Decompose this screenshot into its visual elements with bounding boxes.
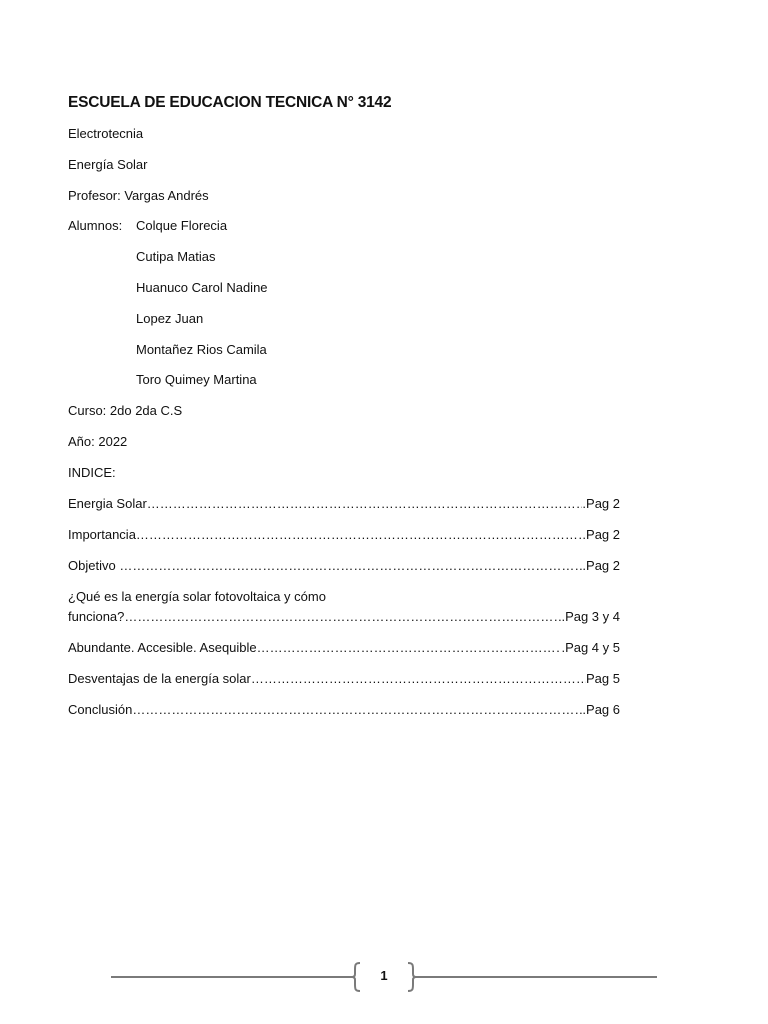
footer-rule-left [111,976,352,978]
teacher-line: Profesor: Vargas Andrés [68,187,209,203]
toc-entry [68,589,620,625]
student-name: Cutipa Matias [136,249,216,265]
footer-rule-right [416,976,657,978]
toc-entry-page: .Pag 2 [582,495,620,511]
toc-entry-label: Abundante. Accesible. Asequible [68,639,257,655]
toc-entry-page: .Pag 2 [582,557,620,573]
page-title: ESCUELA DE EDUCACION TECNICA N° 3142 [68,94,392,111]
toc-entry-page: .Pag 4 y 5 [561,639,620,655]
toc-entry [68,671,620,687]
year-line: Año: 2022 [68,433,128,449]
toc-leader-dots [119,558,582,574]
toc-entry [68,558,620,574]
toc-entry-label: funciona? [68,608,125,624]
students-label: Alumnos: [68,218,123,234]
toc-entry-label: Importancia [68,526,136,542]
toc-leader-dots [251,671,586,687]
toc-entry-page: .Pag 3 y 4 [561,608,620,624]
student-name: Toro Quimey Martina [136,372,257,388]
toc-entry-second-line [68,609,620,625]
left-brace-icon [350,962,362,992]
cover-content [68,94,628,733]
toc-leader-dots [147,496,583,512]
toc-entry [68,527,620,543]
students-list [136,218,268,403]
subject-line: Electrotecnia [68,126,144,141]
toc-entry-label: ¿Qué es la energía solar fotovoltaica y cómo [68,588,326,604]
course-line: Curso: 2do 2da C.S [68,403,183,419]
toc-leader-dots [257,640,562,656]
toc-entry-label: Conclusión [68,701,133,717]
toc-leader-dots [136,527,582,543]
toc-entry-label: Objetivo [68,557,120,573]
toc-entry-label: Desventajas de la energía solar [68,670,251,686]
toc-entry-page: Pag 5 [586,670,620,686]
toc-entry-first-line [68,589,620,605]
page-footer [0,958,768,994]
topic-line: Energía Solar [68,156,148,172]
toc-entry-page: .Pag 6 [582,701,620,717]
toc-entry [68,640,620,656]
student-name: Colque Florecia [136,218,228,234]
students-block [68,218,628,403]
toc-entry-label: Energia Solar [68,495,147,511]
toc-entry-page: .Pag 2 [582,526,620,542]
toc-entry [68,702,620,718]
student-name: Huanuco Carol Nadine [136,279,268,295]
index-heading: INDICE: [68,464,116,480]
student-name: Lopez Juan [136,310,204,326]
student-name: Montañez Rios Camila [136,341,267,357]
page-number: 1 [380,968,388,983]
toc-leader-dots [124,609,561,625]
toc-leader-dots [132,702,582,718]
toc-entry [68,496,620,512]
